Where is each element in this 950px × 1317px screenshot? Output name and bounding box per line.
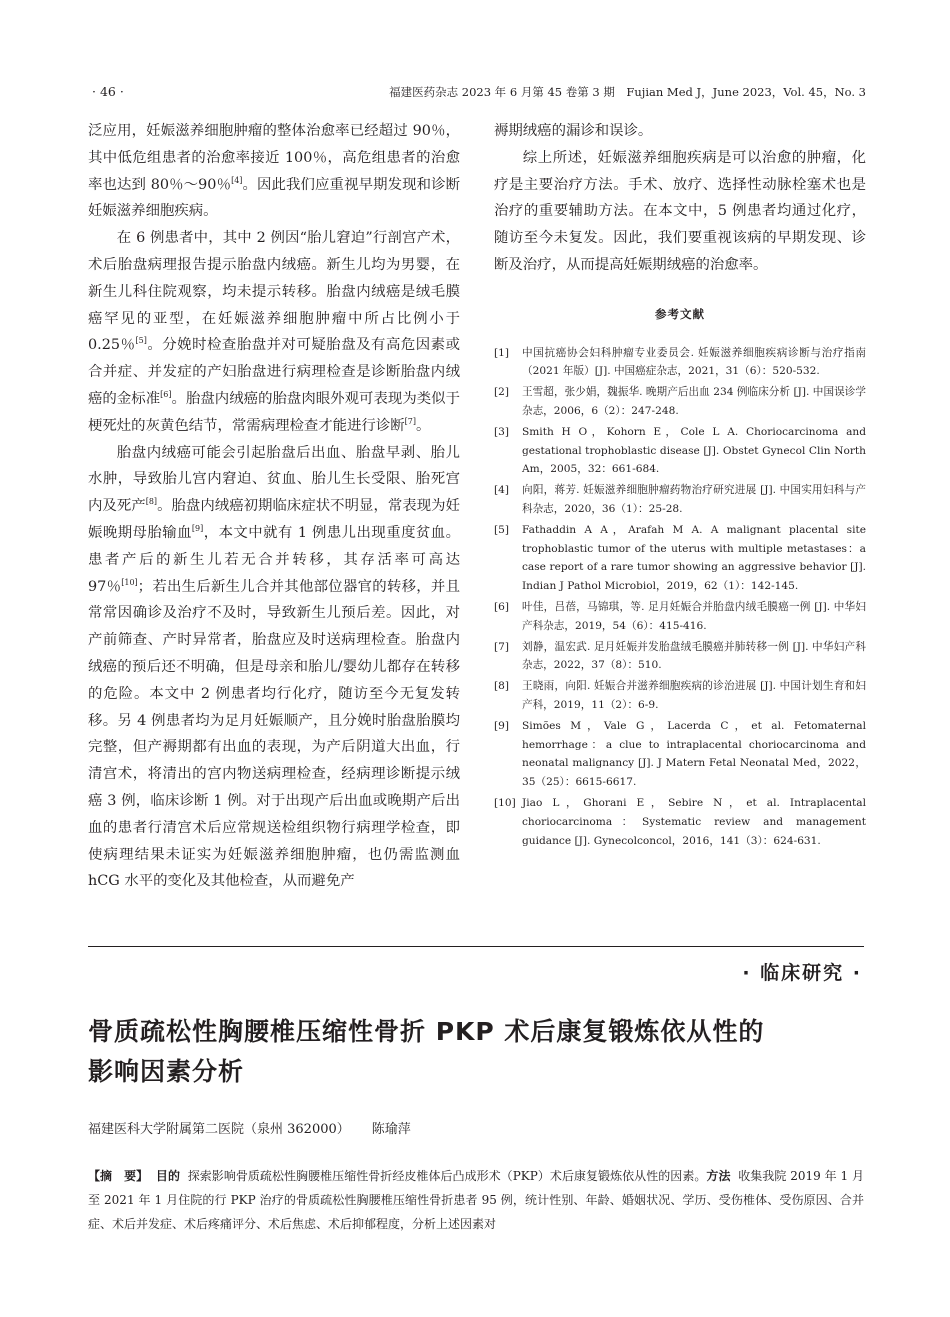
reference-item: [7] 刘静，温宏武. 足月妊娠并发胎盘绒毛膜癌并肺转移一例 [J]. 中华妇产科杂志，2022，37（8）：510. [494, 640, 866, 672]
title-line: 骨质疏松性胸腰椎压缩性骨折 PKP 术后康复锻炼依从性的 [88, 1017, 765, 1046]
methods-label: 方法 [706, 1169, 731, 1183]
reference-item: [3] Smith H O，Kohorn E，Cole L A. Choriocarcinoma and gestational trophoblastic disease [J]. Obstet Gynecol Clin North Am，2005，32：661-684. [494, 425, 866, 476]
paragraph: 在 6 例患者中，其中 2 例因“胎儿窘迫”行剖宫产术，术后胎盘病理报告提示胎盘内绒癌。新生儿均为男婴，在新生儿科住院观察，均未提示转移。胎盘内绒癌是绒毛膜癌罕见的亚型，在妊娠滋养细胞肿瘤中所占比例小于 0.25％[5]。分娩时检查胎盘并对可疑胎盘及有高危因素或合并症、并发症的产妇胎盘进行病理检查是诊断胎盘内绒癌的金标准[6]。胎盘内绒癌的胎盘肉眼外观可表现为类似于梗死灶的灰黄色结节，常需病理检查才能进行诊断[7]。 [88, 230, 460, 434]
page-header [88, 84, 866, 104]
reference-item: [2] 王雪超，张少娟，魏振华. 晚期产后出血 234 例临床分析 [J]. 中国误诊学杂志，2006，6（2）：247-248. [494, 386, 866, 417]
left-column [88, 118, 460, 895]
citation: [8] [145, 497, 158, 507]
title-line: 影响因素分析 [88, 1057, 245, 1086]
reference-item: [10] Jiao L，Ghorani E，Sebire N，et al. Intraplacental choriocarcinoma：Systematic review and management guidance [J]. Gynecolconcol，2016，141（3）：624-631. [494, 796, 866, 847]
citation: [7] [404, 416, 416, 426]
reference-item: [6] 叶佳，吕蓓，马锦琪，等. 足月妊娠合并胎盘内绒毛膜癌一例 [J]. 中华妇产科杂志，2019，54（6）：415-416. [494, 600, 866, 632]
objective-text: 探索影响骨质疏松性胸腰椎压缩性骨折经皮椎体后凸成形术（PKP）术后康复锻炼依从性的因素。 [187, 1169, 707, 1183]
reference-item: [8] 王晓雨，向阳. 妊娠合并滋养细胞疾病的诊治进展 [J]. 中国计划生育和妇产科，2019，11（2）：6-9. [494, 680, 866, 711]
citation: [4] [231, 175, 243, 185]
citation: [9] [191, 523, 204, 533]
author: 陈瑜萍 [371, 1122, 411, 1137]
affiliation: 福建医科大学附属第二医院（泉州 362000） [88, 1122, 350, 1137]
article-title [88, 1012, 864, 1092]
paragraph: 胎盘内绒癌可能会引起胎盘后出血、胎盘早剥、胎儿水肿，导致胎儿宫内窘迫、贫血、胎儿生长受限、胎死宫内及死产[8]。胎盘内绒癌初期临床症状不明显，常表现为妊娠晚期母胎输血[9]，本文中就有 1 例患儿出现重度贫血。患者产后的新生儿若无合并转移，其存活率可高达 97％[10]；若出生后新生儿合并其他部位器官的转移，并且常常因确诊及治疗不及时，导致新生儿预后差。因此，对产前筛查、产时异常者，胎盘应及时送病理检查。胎盘内绒癌的预后还不明确，但是母亲和胎儿/婴幼儿都存在转移的危险。本文中 2 例患者均行化疗，随访至今无复发转移。另 4 例患者均为足月妊娠顺产，且分娩时胎盘胎膜均完整，但产褥期都有出血的表现，为产后阴道大出血，行清宫术，将清出的宫内物送病理检查，经病理诊断提示绒癌 3 例，临床诊断 1 例。对于出现产后出血或晚期产后出血的患者行清宫术后应常规送检组织物行病理学检查，即使病理结果未证实为妊娠滋养细胞肿瘤，也仍需监测血 hCG 水平的变化及其他检查，从而避免产 [88, 444, 460, 890]
reference-list [494, 344, 866, 851]
journal-citation: 福建医药杂志 2023 年 6 月第 45 卷第 3 期 Fujian Med J，June 2023，Vol. 45，No. 3 [389, 85, 866, 99]
abstract [88, 1164, 864, 1236]
reference-item: [4] 向阳，蒋芳. 妊娠滋养细胞肿瘤药物治疗研究进展 [J]. 中国实用妇科与产科杂志，2020，36（1）：25-28. [494, 484, 866, 515]
reference-item: [1] 中国抗癌协会妇科肿瘤专业委员会. 妊娠滋养细胞疾病诊断与治疗指南（2021 年版）[J]. 中国癌症杂志，2021，31（6）：520-532. [494, 346, 866, 378]
objective-label: 目的 [155, 1169, 180, 1183]
right-column [494, 118, 866, 852]
paragraph: 综上所述，妊娠滋养细胞疾病是可以治愈的肿瘤，化疗是主要治疗方法。手术、放疗、选择性动脉栓塞术也是治疗的重要辅助方法。在本文中，5 例患者均通过化疗，随访至今未复发。因此，我们要重视该病的早期发现、诊断及治疗，从而提高妊娠期绒癌的治愈率。 [494, 149, 866, 273]
reference-item: [9] Simões M，Vale G，Lacerda C，et al. Fetomaternal hemorrhage：a clue to intraplacental choriocarcinoma and neonatal malignancy [J]. J Matern Fetal Neonatal Med，2022，35（25）：6615-6617. [494, 719, 866, 789]
citation: [10] [121, 577, 138, 587]
abstract-label: 【摘 要】 [88, 1169, 149, 1183]
citation: [6] [160, 389, 172, 399]
references-heading: 参考文献 [655, 306, 705, 321]
affiliation-line [88, 1118, 411, 1137]
section-tag: · 临床研究 · [742, 962, 862, 984]
page-number: · 46 · [92, 84, 124, 99]
methods-text: 收集我院 2019 年 1 月至 2021 年 1 月住院的行 PKP 治疗的骨质疏松性胸腰椎压缩性骨折患者 95 例，统计性别、年龄、婚姻状况、学历、受伤椎体、受伤原因、合并症、术后并发症、术后疼痛评分、术后焦虑、术后抑郁程度，分析上述因素对 [88, 1169, 864, 1231]
paragraph: 褥期绒癌的漏诊和误诊。 [494, 123, 653, 139]
paragraph: 泛应用，妊娠滋养细胞肿瘤的整体治愈率已经超过 90％，其中低危组患者的治愈率接近 100％，高危组患者的治愈率也达到 80％～90％[4]。因此我们应重视早期发现和诊断妊娠滋养细胞疾病。 [88, 123, 460, 220]
reference-item: [5] Fathaddin A A，Arafah M A. A malignant placental site trophoblastic tumor of the uterus with multiple metastases：a case report of a rare tumor showing an aggressive behavior [J]. Indian J Pathol Microbiol，2019，62（1）：142-145. [494, 523, 866, 593]
citation: [5] [135, 336, 147, 346]
section-divider [88, 946, 864, 947]
